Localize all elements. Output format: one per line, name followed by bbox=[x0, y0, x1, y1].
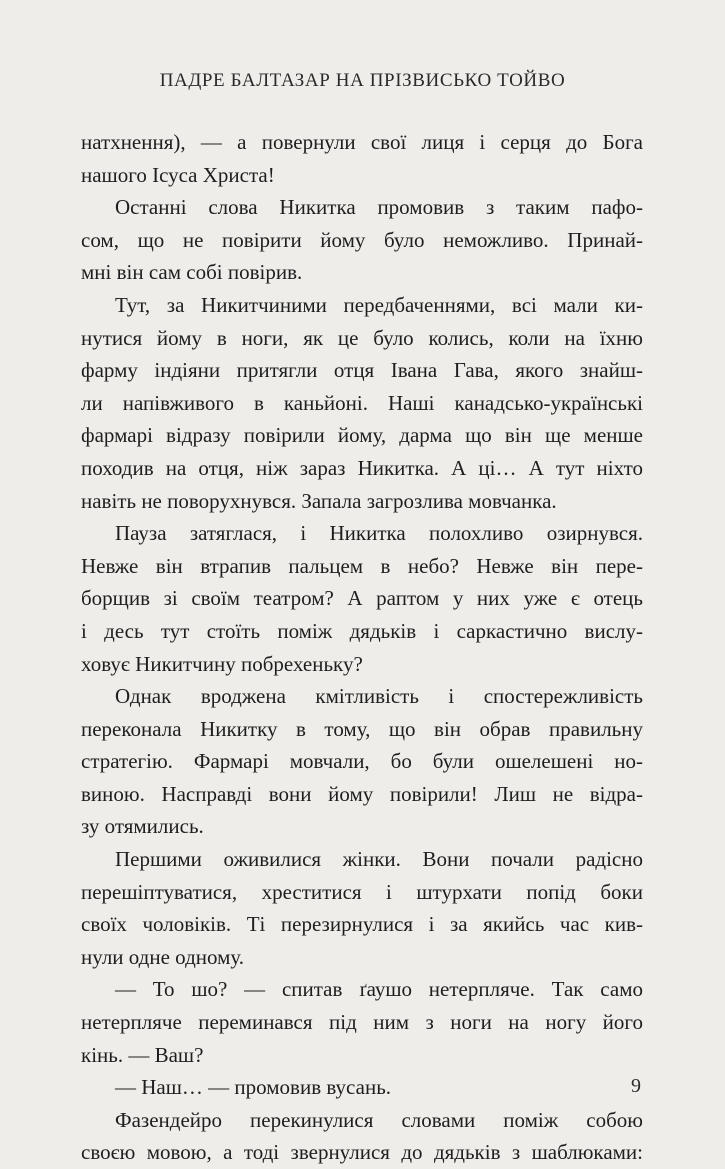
text-line: переконала Никитку в тому, що він обрав правильну bbox=[81, 716, 643, 741]
text-line: — Наш… — промовив вусань. bbox=[115, 1075, 392, 1100]
text-line: ли напівживого в каньйоні. Наші канадсько-українські bbox=[81, 390, 643, 415]
text-line: нетерпляче переминався під ним з ноги на ногу його bbox=[81, 1010, 643, 1035]
text-line: Фазендейро перекинулися словами поміж собою bbox=[115, 1107, 643, 1132]
text-line: кінь. — Ваш? bbox=[81, 1042, 204, 1067]
text-line: Пауза затяглася, і Никитка полохливо озирнувся. bbox=[115, 521, 643, 546]
text-line: стратегію. Фармарі мовчали, бо були ошелешені но- bbox=[81, 749, 643, 774]
text-line: своїх чоловіків. Ті перезирнулися і за якийсь час кив- bbox=[81, 912, 643, 937]
text-line: сом, що не повірити йому було неможливо. Принай- bbox=[81, 227, 643, 252]
text-line: — То шо? — спитав ґаушо нетерпляче. Так само bbox=[115, 977, 643, 1002]
text-line: нутися йому в ноги, як це було колись, коли на їхню bbox=[81, 325, 643, 350]
text-line: Першими оживилися жінки. Вони почали радісно bbox=[115, 847, 643, 872]
text-line: навіть не поворухнувся. Запала загрозлива мовчанка. bbox=[81, 488, 557, 513]
text-line: фарму індіяни притягли отця Івана Гава, якого знайш- bbox=[81, 358, 643, 383]
text-line: фармарі відразу повірили йому, дарма що він ще менше bbox=[81, 423, 643, 448]
text-line: Однак вроджена кмітливість і спостережливість bbox=[115, 684, 643, 709]
text-line: ховує Никитчину побрехеньку? bbox=[81, 651, 363, 676]
running-head: ПАДРЕ БАЛТАЗАР НА ПРІЗВИСЬКО ТОЙВО bbox=[159, 70, 566, 91]
text-line: Останні слова Никитка промовив з таким пафо- bbox=[115, 195, 643, 220]
text-line: походив на отця, ніж зараз Никитка. А ці… А тут ніхто bbox=[81, 455, 643, 480]
text-line: нашого Ісуса Христа! bbox=[81, 162, 275, 187]
page-number: 9 bbox=[631, 1075, 641, 1097]
text-line: своєю мовою, а тоді звернулися до дядьків з шаблюками: bbox=[81, 1140, 643, 1165]
text-line: зу отямились. bbox=[81, 814, 204, 839]
text-line: перешіптуватися, хреститися і штурхати попід боки bbox=[81, 879, 643, 904]
text-line: борщив зі своїм театром? А раптом у них уже є отець bbox=[81, 586, 643, 611]
text-line: натхнення), — а повернули свої лиця і серця до Бога bbox=[81, 130, 643, 154]
text-line: мні він сам собі повірив. bbox=[81, 260, 303, 285]
text-line: Тут, за Никитчиними передбаченнями, всі мали ки- bbox=[115, 292, 643, 317]
text-line: і десь тут стоїть поміж дядьків і саркастично вислу- bbox=[81, 618, 643, 643]
body-text bbox=[81, 126, 643, 1169]
text-line: нули одне одному. bbox=[81, 944, 245, 969]
text-line: Невже він втрапив пальцем в небо? Невже він пере- bbox=[81, 553, 643, 578]
text-line: виною. Насправді вони йому повірили! Лиш не відра- bbox=[81, 781, 643, 806]
